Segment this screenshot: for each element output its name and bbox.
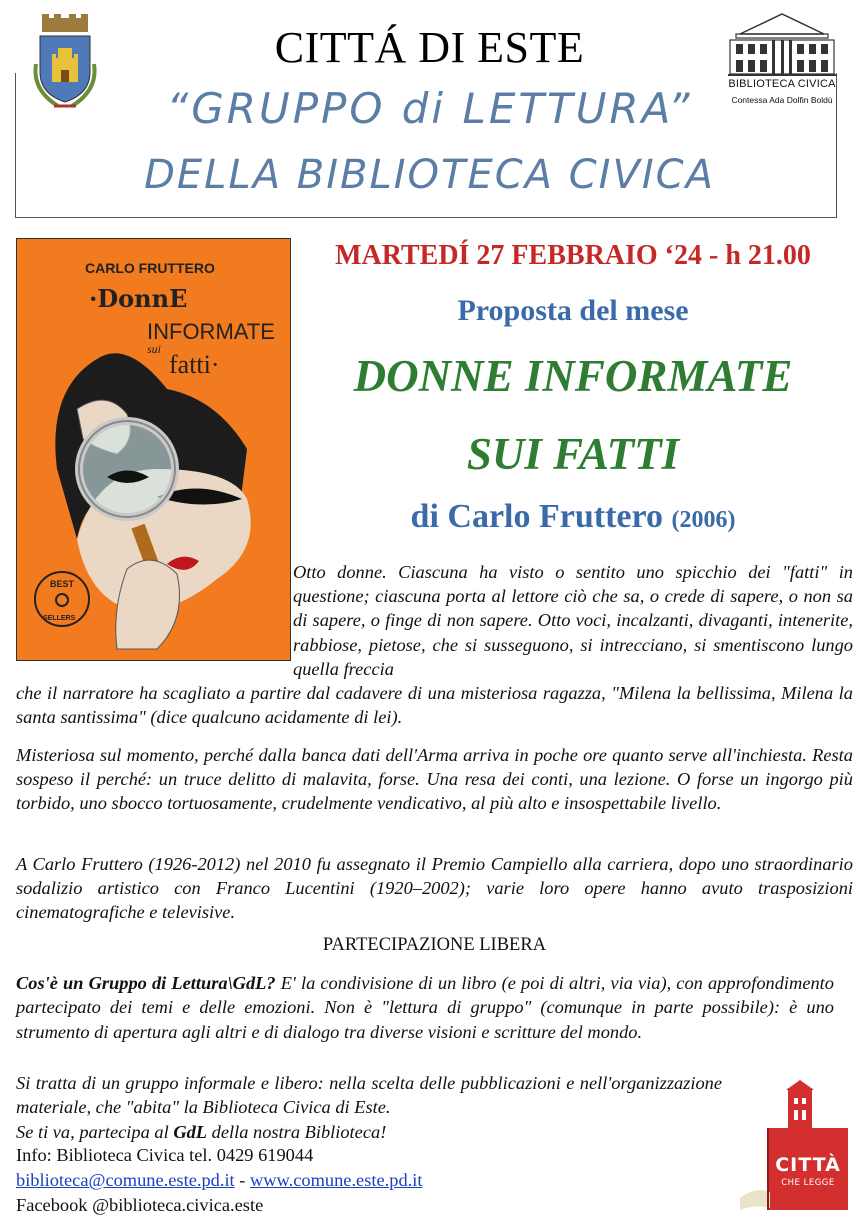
cover-author: CARLO FRUTTERO xyxy=(85,260,215,276)
gdl-answer: E' la condivisione di un libro (e poi di altri, via via), con approfondimento partecipato dei temi e delle emozioni. Non è "lettura di gruppo" (comunque in parte possibile): è uno strumento di apertura agli altri e di dialogo tra diverse visioni e scritture del mondo. xyxy=(16,973,834,1042)
contact-links xyxy=(16,1168,422,1192)
badge-top: BEST xyxy=(50,579,75,589)
proposal-label: Proposta del mese xyxy=(457,294,689,327)
link-separator: - xyxy=(234,1170,250,1190)
logo-che-legge: CHE LEGGE xyxy=(781,1178,835,1188)
website-link[interactable]: www.comune.este.pd.it xyxy=(250,1170,423,1190)
gdl-question: Cos'è un Gruppo di Lettura\GdL? xyxy=(16,973,276,993)
contact-info: Info: Biblioteca Civica tel. 0429 619044 xyxy=(16,1145,314,1165)
facebook-handle: Facebook @biblioteca.civica.este xyxy=(16,1195,264,1215)
book-title-line1: DONNE INFORMATE xyxy=(353,351,793,401)
synopsis-paragraph-1a: Otto donne. Ciascuna ha visto o sentito uno spicchio dei "fatti" in questione; ciascuna porta al lettore ciò che sa, o crede di sapere, o non sa di sapere, o finge di non sapere. Otto voci, incalzanti, divaganti, intenerite, rabbiose, pietose, che si susseguono, si intrecciano, si smentiscono lungo quella freccia xyxy=(293,562,853,679)
book-year: (2006) xyxy=(671,507,736,533)
event-date: MARTEDÍ 27 FEBBRAIO ‘24 - h 21.00 xyxy=(335,240,811,271)
book-author xyxy=(300,498,846,536)
badge-bottom: SELLERS xyxy=(43,615,76,622)
cover-title-2: INFORMATE xyxy=(147,319,275,344)
synopsis-paragraph-1b: che il narratore ha scagliato a partire dal cadavere di una misteriosa ragazza, "Milena la bellissima, Milena la santa santissima" (dice qualcuno acidamente di lei). xyxy=(16,683,853,728)
author-bio-paragraph: A Carlo Fruttero (1926-2012) nel 2010 fu assegnato il Premio Campiello alla carriera, dopo uno straordinario sodalizio artistico con Franco Lucentini (1920–2002); varie loro opere hanno avuto trasposizioni cinematografiche e televisive. xyxy=(16,854,853,923)
gdl-description xyxy=(16,971,834,1044)
synopsis-paragraph-2: Misteriosa sul momento, perché dalla banca dati dell'Arma arriva in poche ore quanto serve all'inchiesta. Resta sospeso il perché: un truce delitto di malavita, forse. Una resa dei conti, una lezione. O forse un ingorgo più torbido, uno sbocco tortuosamente, crudelmente vendicativo, al più alto e insospettabile livello. xyxy=(16,745,853,814)
library-logo-dedication: Contessa Ada Dolfin Boldù xyxy=(731,95,833,105)
cover-title-3: sui xyxy=(147,342,162,356)
gdl-invitation xyxy=(16,1120,716,1144)
invite-pre: Se ti va, partecipa al xyxy=(16,1122,174,1142)
citta-che-legge-logo xyxy=(738,1080,850,1210)
book-author-name: di Carlo Fruttero xyxy=(410,498,663,535)
invite-post: della nostra Biblioteca! xyxy=(207,1122,387,1142)
group-subtitle: DELLA BIBLIOTECA CIVICA xyxy=(144,152,715,198)
book-cover-image xyxy=(16,238,291,661)
group-title: “GRUPPO di LETTURA” xyxy=(166,84,693,133)
book-title-line2: SUI FATTI xyxy=(466,429,680,479)
invite-gdl: GdL xyxy=(173,1122,208,1142)
city-title: CITTÁ DI ESTE xyxy=(274,23,585,72)
cover-title-1: ·DonnE xyxy=(89,284,188,313)
participation-label: PARTECIPAZIONE LIBERA xyxy=(322,935,547,955)
cover-title-4: fatti· xyxy=(169,350,220,379)
library-logo-name: BIBLIOTECA CIVICA xyxy=(728,78,836,90)
logo-citta: CITTÀ xyxy=(775,1154,841,1176)
gdl-informal-paragraph: Si tratta di un gruppo informale e libero: nella scelta delle pubblicazioni e nell'organizzazione materiale, che "abita" la Biblioteca Civica di Este. xyxy=(16,1073,722,1118)
email-link[interactable]: biblioteca@comune.este.pd.it xyxy=(16,1170,235,1190)
